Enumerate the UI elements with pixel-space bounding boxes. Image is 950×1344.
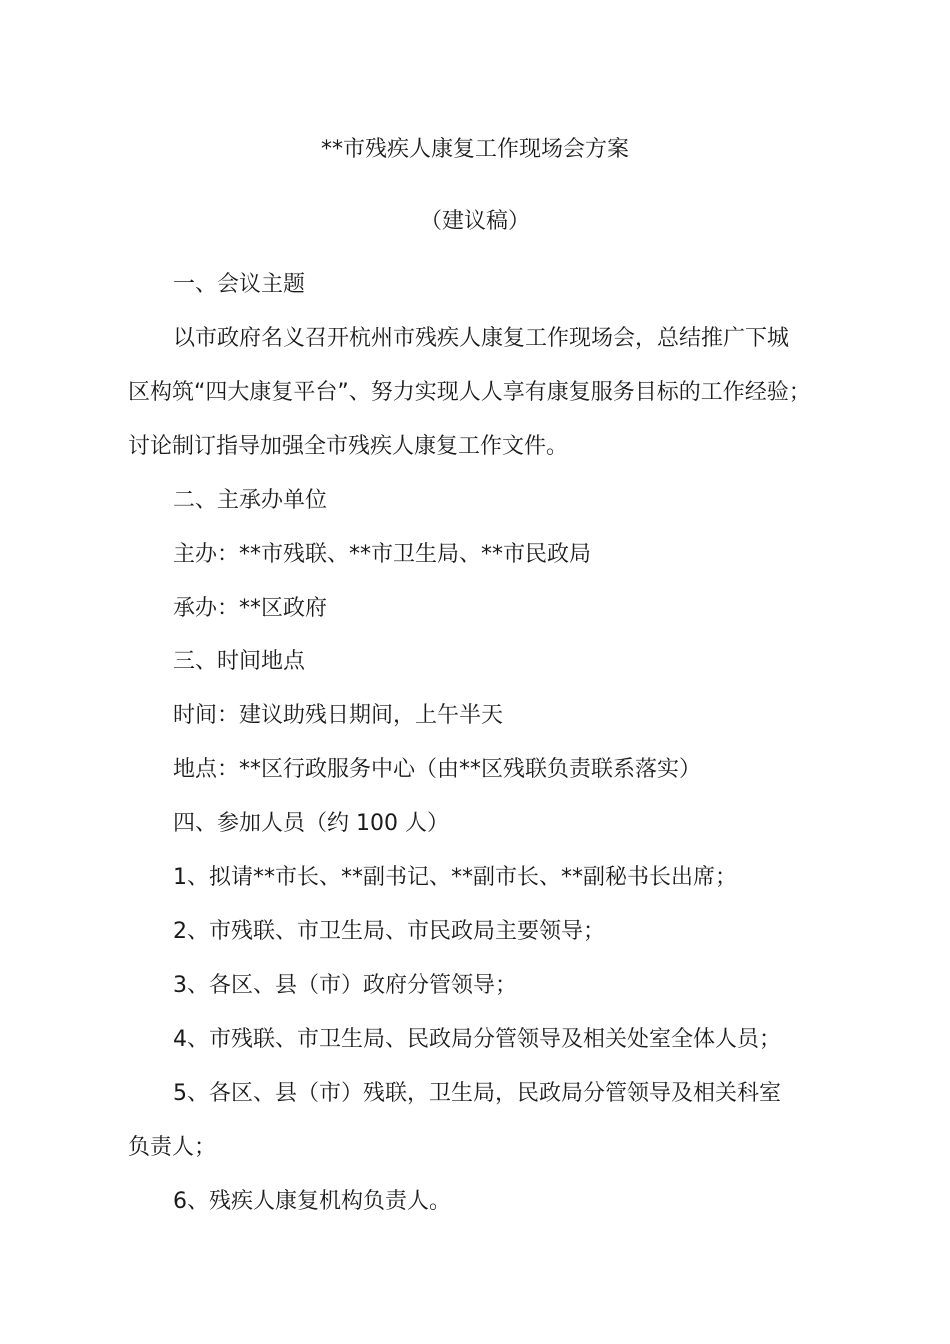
section-heading-time-place: 三、时间地点 <box>173 649 306 674</box>
section-heading-theme: 一、会议主题 <box>173 272 306 297</box>
section-heading-units: 二、主承办单位 <box>173 488 328 513</box>
theme-paragraph-line-3: 讨论制订指导加强全市残疾人康复工作文件。 <box>128 434 569 459</box>
attendee-item-4: 4、市残联、市卫生局、民政局分管领导及相关处室全体人员； <box>173 1027 781 1052</box>
section-heading-attendees: 四、参加人员（约 100 人） <box>173 811 449 836</box>
host-line: 主办：**市残联、**市卫生局、**市民政局 <box>173 542 592 567</box>
attendee-item-6: 6、残疾人康复机构负责人。 <box>173 1189 451 1214</box>
document-title: **市残疾人康复工作现场会方案 <box>320 137 629 162</box>
theme-paragraph-line-2: 区构筑“四大康复平台”、努力实现人人享有康复服务目标的工作经验； <box>128 380 811 405</box>
place-line: 地点：**区行政服务中心（由**区残联负责联系落实） <box>173 757 702 782</box>
attendee-item-5-line-2: 负责人； <box>128 1135 217 1160</box>
document-subtitle: （建议稿） <box>419 209 530 234</box>
attendee-item-1: 1、拟请**市长、**副书记、**副市长、**副秘书长出席； <box>173 865 737 890</box>
attendee-item-5-line-1: 5、各区、县（市）残联，卫生局，民政局分管领导及相关科室 <box>173 1081 781 1106</box>
attendee-item-3: 3、各区、县（市）政府分管领导； <box>173 973 517 998</box>
time-line: 时间：建议助残日期间，上午半天 <box>173 703 504 728</box>
attendee-item-2: 2、市残联、市卫生局、市民政局主要领导； <box>173 919 605 944</box>
theme-paragraph-line-1: 以市政府名义召开杭州市残疾人康复工作现场会，总结推广下城 <box>173 326 790 351</box>
organizer-line: 承办：**区政府 <box>173 596 328 621</box>
